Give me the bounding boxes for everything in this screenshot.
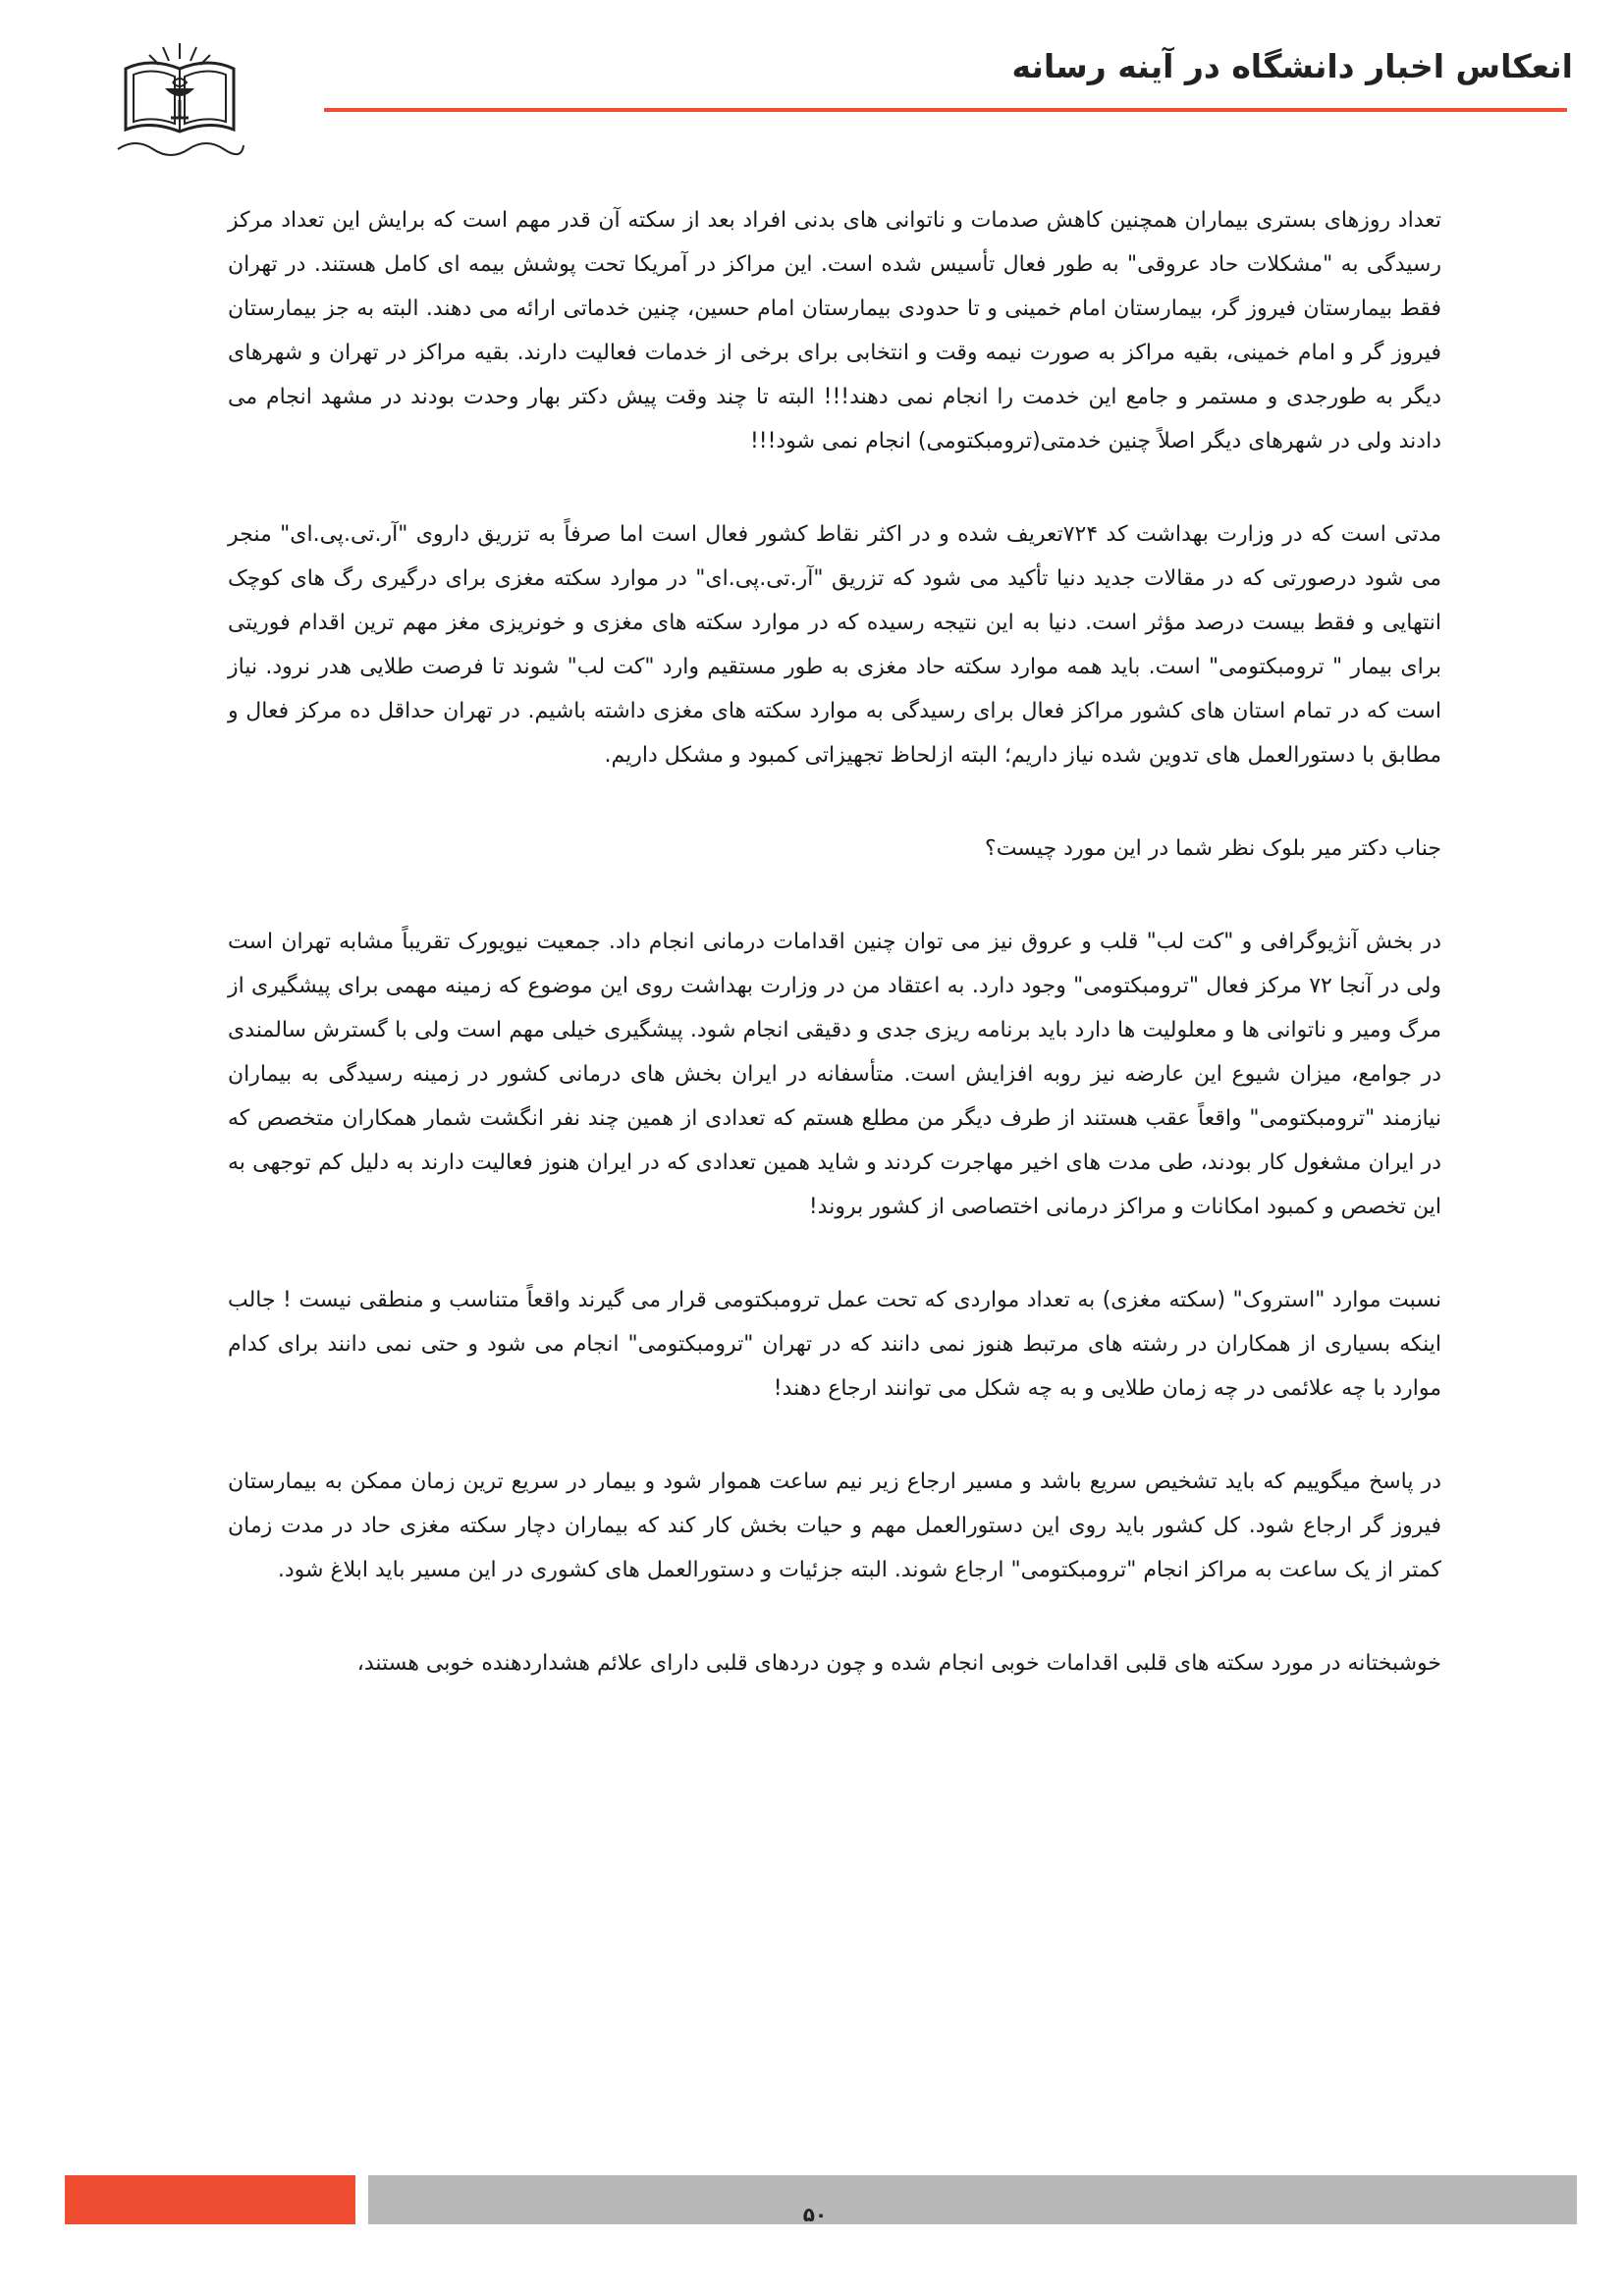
paragraph: در پاسخ میگوییم که باید تشخیص سریع باشد و مسیر ارجاع زیر نیم ساعت هموار شود و بیمار در سریع ترین زمان ممکن به بیمارستان فیروز گر ارجاع شود. کل کشور باید روی این دستورالعمل مهم و حیات بخش کار کند که بیماران دچار سکته مغزی حاد در مدت زمان کمتر از یک ساعت به مراکز انجام "ترومبکتومی" ارجاع شوند. البته جزئیات و دستورالعمل های کشوری در این مسیر باید ابلاغ شود.	[228, 1469, 1441, 1582]
article-body	[228, 198, 1441, 1735]
footer-gray-bar	[368, 2175, 1577, 2224]
university-emblem-icon	[106, 39, 253, 167]
footer-red-bar	[65, 2175, 355, 2224]
paragraph: مدتی است که در وزارت بهداشت کد ۷۲۴تعریف شده و در اکثر نقاط کشور فعال است اما صرفاً به تزریق داروی "آر.تی.پی.ای" منجر می شود درصورتی که در مقالات جدید دنیا تأکید می شود که تزریق "آر.تی.پی.ای" در موارد سکته مغزی برای درگیری رگ های کوچک انتهایی و فقط بیست درصد مؤثر است. دنیا به این نتیجه رسیده که در موارد سکته های مغزی و خونریزی مغز مهم ترین اقدام فوریتی برای بیمار " ترومبکتومی" است. باید همه موارد سکته حاد مغزی به طور مستقیم وارد "کت لب" شوند تا فرصت طلایی هدر نرود. نیاز است که در تمام استان های کشور مراکز فعال برای رسیدگی به موارد سکته های مغزی داشته باشیم. در تهران حداقل ده مرکز فعال و مطابق با دستورالعمل های تدوین شده نیاز داریم؛ البته ازلحاظ تجهیزاتی کمبود و مشکل داریم.	[228, 522, 1442, 768]
paragraph: خوشبختانه در مورد سکته های قلبی اقدامات خوبی انجام شده و چون دردهای قلبی دارای علائم هشداردهنده خوبی هستند،	[356, 1651, 1441, 1676]
paragraph: نسبت موارد "استروک" (سکته مغزی) به تعداد مواردی که تحت عمل ترومبکتومی قرار می گیرند واقعاً متناسب و منطقی نیست ! جالب اینکه بسیاری از همکاران در رشته های مرتبط هنوز نمی دانند که در تهران "ترومبکتومی" انجام می شود و حتی نمی دانند برای کدام موارد با چه علائمی در چه زمان طلایی و به چه شکل می توانند ارجاع دهند!	[228, 1288, 1441, 1401]
paragraph: تعداد روزهای بستری بیماران همچنین کاهش صدمات و ناتوانی های بدنی افراد بعد از سکته آن قدر مهم است که برایش این تعداد مرکز رسیدگی به "مشکلات حاد عروقی" به طور فعال تأسیس شده است. این مراکز در آمریکا تحت پوشش بیمه ای کامل هستند. در تهران فقط بیمارستان فیروز گر، بیمارستان امام خمینی و تا حدودی بیمارستان امام حسین، چنین خدماتی ارائه می دهند. البته به جز بیمارستان فیروز گر و امام خمینی، بقیه مراکز به صورت نیمه وقت و انتخابی برای برخی از خدمات فعالیت دارند. بقیه مراکز در تهران و شهرهای دیگر به طورجدی و مستمر و جامع این خدمت را انجام نمی دهند!!! البته تا چند وقت پیش دکتر بهار وحدت بودند در مشهد انجام می دادند ولی در شهرهای دیگر اصلاً چنین خدمتی(ترومبکتومی) انجام نمی شود!!!	[228, 208, 1441, 454]
page-header-title: انعکاس اخبار دانشگاه در آینه رسانه	[1011, 47, 1573, 85]
header-divider	[324, 108, 1567, 112]
page-number: ۵۰	[802, 2203, 828, 2226]
paragraph: در بخش آنژیوگرافی و "کت لب" قلب و عروق نیز می توان چنین اقدامات درمانی انجام داد. جمعیت نیویورک تقریباً مشابه تهران است ولی در آنجا ۷۲ مرکز فعال "ترومبکتومی" وجود دارد. به اعتقاد من در وزارت بهداشت روی این موضوع که زمینه مهمی برای پیشگیری از مرگ ومیر و ناتوانی ها و معلولیت ها دارد باید برنامه ریزی جدی و دقیقی انجام شود. پیشگیری خیلی مهم است ولی با گسترش سالمندی در جوامع، میزان شیوع این عارضه نیز روبه افزایش است. متأسفانه در ایران بخش های درمانی کشور در زمینه رسیدگی به بیماران نیازمند "ترومبکتومی" واقعاً عقب هستند از طرف دیگر من مطلع هستم که تعدادی از همین چند نفر انگشت شمار همکاران متخصص که در ایران مشغول کار بودند، طی مدت های اخیر مهاجرت کردند و شاید همین تعدادی که در ایران هنوز فعالیت دارند به دلیل کم توجهی به این تخصص و کمبود امکانات و مراکز درمانی اختصاصی از کشور بروند!	[228, 930, 1441, 1219]
question-paragraph: جناب دکتر میر بلوک نظر شما در این مورد چیست؟	[985, 836, 1441, 861]
